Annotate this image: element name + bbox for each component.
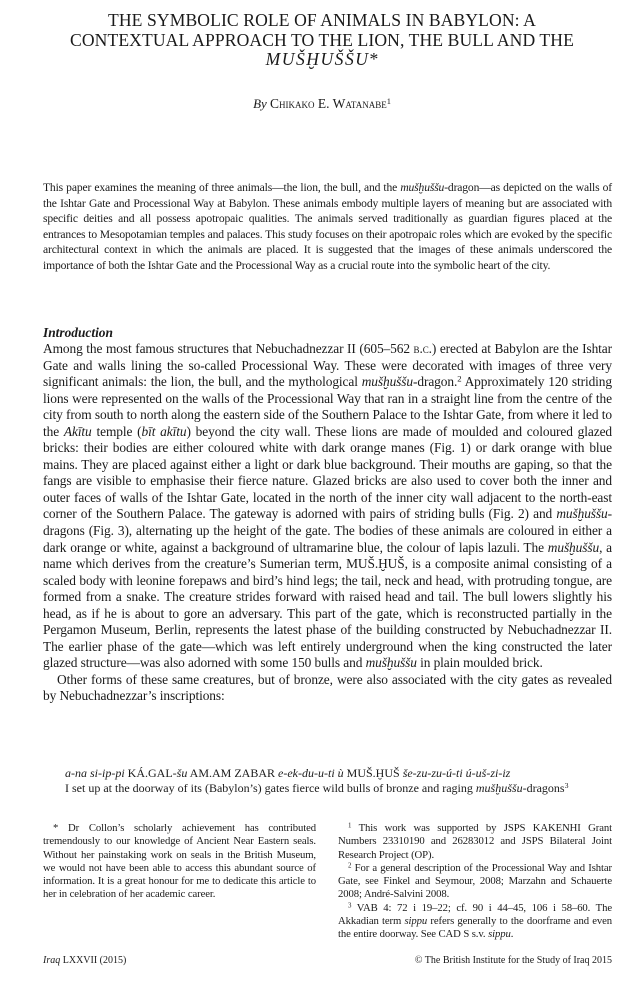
article-title — [30, 11, 614, 70]
byline — [0, 96, 644, 112]
abstract — [43, 180, 612, 273]
footnotes-right-column — [338, 822, 612, 942]
akkadian-transliteration: a-na si-ip-pi KÁ.GAL-šu AM.AM ZABAR e-ek-du-u-ti ù MUŠ.ḪUŠ še-zu-zu-ú-ti ú-uš-zi-iz — [65, 766, 511, 780]
author-footnote-ref[interactable]: 1 — [386, 95, 391, 106]
author-name: Chikako E. Watanabe — [270, 96, 387, 111]
title-line-3 — [30, 50, 614, 70]
term-mushussu: mušḫuššu — [400, 181, 445, 194]
copyright-notice: © The British Institute for the Study of Iraq 2015 — [414, 955, 612, 966]
body-text — [43, 341, 612, 705]
footnote-1: $^1$ This work was supported by JSPS KAKENHI Grant Numbers 23310190 and 26283012 and JSPS Bilateral Joint Research Project (OP). — [338, 821, 612, 861]
title-term-mushussu: MUŠḪUŠŠU — [265, 49, 370, 69]
footnote-3: $^3$ VAB 4: 72 i 19–22; cf. 90 i 44–45, 106 i 58–60. The Akkadian term sippu refers generally to the doorframe and even the entire doorway. See CAD S s.v. sippu. — [338, 901, 612, 941]
byline-prefix: By — [253, 96, 267, 111]
title-line-2: CONTEXTUAL APPROACH TO THE LION, THE BULL AND THE — [70, 29, 574, 50]
footnote-2: $^2$ For a general description of the Processional Way and Ishtar Gate, see Finkel and Seymour, 2008; Marzahn and Schauerte 2008; André-Salvini 2008. — [338, 861, 612, 901]
journal-citation: Iraq LXXVII (2015) — [43, 955, 127, 966]
paragraph-2: Other forms of these same creatures, but of bronze, were also associated with the city gates as revealed by Nebuchadnezzar’s inscriptions: — [43, 671, 612, 704]
footnote-ref-2[interactable]: 2 — [457, 373, 462, 384]
footnotes-left-column — [43, 822, 316, 902]
title-footnote-marker[interactable]: * — [369, 49, 379, 69]
section-heading-introduction: Introduction — [43, 325, 113, 340]
footnote-star: * Dr Collon’s scholarly achievement has contributed tremendously to our knowledge of Ancient Near Eastern seals. Without her painstaking work on seals in the British Museum, we would not have been able to access this abundant source of information. It is a great honour for me to dedicate this article to her in celebration of her academic career. — [43, 822, 316, 901]
paragraph-1: Among the most famous structures that Nebuchadnezzar II (605–562 b.c.) erected at Babylon are the Ishtar Gate and walls lining the so-called Processional Way. These were decorated with images of three very significant animals: the lion, the bull, and the mythological mušḫuššu-dragon.$^2$ Approximately 120 striding lions were represented on the walls of the Processional Way that ran in a straight line from the centre of the city from south to north along the eastern side of the Southern Palace to the Ishtar Gate, from where it led to the Akītu temple (bīt akītu) beyond the city wall. These lions are made of moulded and coloured glazed bricks: their bodies are either coloured white with dark orange manes (Fig. 1) or dark orange with blue mains. They are placed against either a light or dark blue background. Their mouths are gaping, so that the fangs are visible to emphasise their fierce nature. Glazed bricks are also used to cover both the inner and outer faces of walls of the Ishtar Gate, located in the north of the inner city wall adjacent to the north-east corner of the Southern Palace. The gateway is adorned with pairs of striding bulls (Fig. 2) and mušḫuššu-dragons (Fig. 3), alternating up the height of the gate. The bodies of these animals are coloured in either a dark orange or white, against a background of ultramarine blue, the colour of lapis lazuli. The mušḫuššu, a name which derives from the creature’s Sumerian term, MUŠ.ḪUŠ, is a composite animal consisting of a scaled body with leonine forepaws and bird’s hind legs; the tail, neck and head, with protruding tongue, are formed from a snake. The creature strides forward with raised head and tail. The bull lowers slightly his head, as if he is about to gore an adversary. This part of the gate, which is reconstructed partially in the Pergamon Museum, Berlin, represents the latest phase of the building constructed by Nebuchadnezzar II. The earlier phase of the gate—which was left entirely underground when the king constructed the later glazed structure—was also adorned with some 150 bulls and mušḫuššu in plain moulded brick. — [43, 341, 613, 671]
footnote-ref-3[interactable]: 3 — [564, 780, 569, 790]
english-translation: I set up at the doorway of its (Babylon’s) gates fierce wild bulls of bronze and raging mušḫuššu-dragons$^3$ — [65, 780, 569, 795]
title-line-1: THE SYMBOLIC ROLE OF ANIMALS IN BABYLON: A — [108, 10, 536, 30]
abstract-text: This paper examines the meaning of three animals—the lion, the bull, and the mušḫuššu-dragon—as depicted on the walls of the Ishtar Gate and Processional Way at Babylon. These animals embody multiple layers of meaning but are associated with specific deities and all possess apotropaic qualities. The animals served traditionally as guardian figures placed at the entrances to Mesopotamian temples and palaces. This study focuses on their apotropaic roles which are evoked by the specific architectural context in which the animals are placed. It is suggested that the images of these animals underscored the importance of both the Ishtar Gate and the Processional Way as a crucial route into the symbolic heart of the city. — [43, 181, 612, 272]
inscription-quotation — [65, 766, 625, 795]
